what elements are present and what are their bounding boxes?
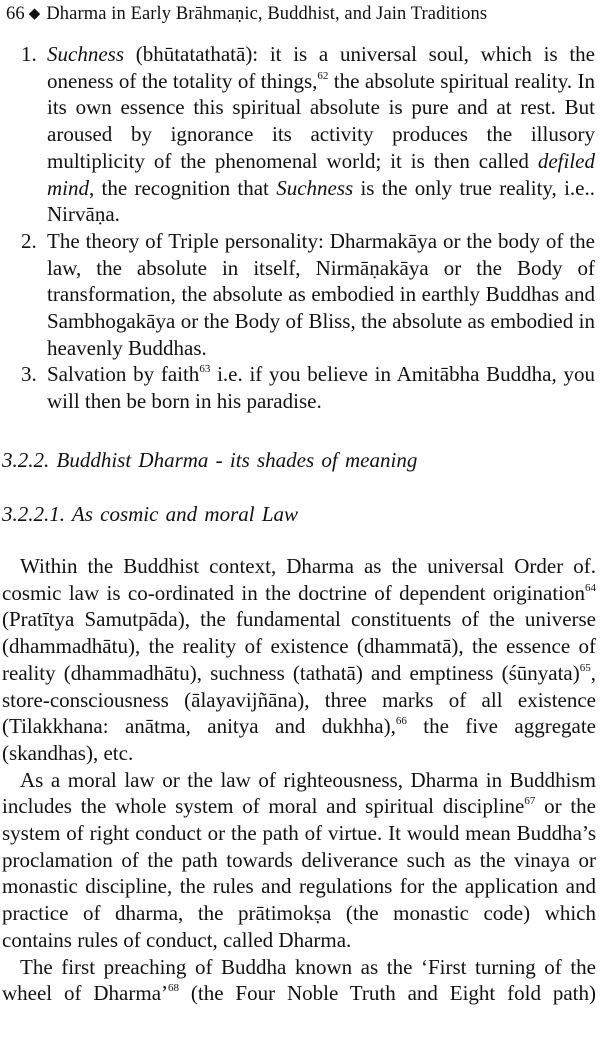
list-number: 3. xyxy=(21,362,37,387)
text-segment: As a moral law or the law of righteousness, Dharma in Buddhism includes the whole system of moral and spiritual discipline xyxy=(2,767,596,819)
text-segment: (the Four Noble Truth and Eight fold path) xyxy=(179,981,596,1006)
text-segment: or the system of right conduct or the path of virtue. It would mean Buddha’s proclamation of the path towards deliverance such as the vinaya or monastic discipline, the rules and regulations for the application and practice of dharma, the prātimokṣa (the monastic code) which contains rules of conduct, called Dharma. xyxy=(2,794,596,952)
footnote-ref: 68 xyxy=(168,982,180,995)
list-text xyxy=(47,41,595,228)
list-item xyxy=(21,41,595,228)
footnote-ref: 62 xyxy=(317,69,329,82)
text-segment: Salvation by faith xyxy=(47,362,200,387)
text-segment: The first preaching of Buddha known as the ‘First turning of the wheel of Dharma’ xyxy=(2,954,596,1006)
text-segment: (Pratītya Samutpāda), the fundamental constituents of the universe (dhammadhātu), the reality of existence (dhammatā), the essence of reality (dhammadhātu), suchness (tathatā) and emptiness (śūnyata) xyxy=(2,607,596,685)
diamond-icon: ◆ xyxy=(28,6,41,22)
text-segment: Within the Buddhist context, Dharma as the universal Order of. cosmic law is co-ordinated in the doctrine of dependent origination xyxy=(2,554,596,605)
section-heading: 3.2.2. Buddhist Dharma - its shades of meaning xyxy=(2,448,418,472)
footnote-ref: 66 xyxy=(395,715,407,728)
running-header xyxy=(6,2,596,26)
paragraph xyxy=(2,553,596,767)
subsection-heading: 3.2.2.1. As cosmic and moral Law xyxy=(2,502,299,526)
term-defiled-mind: defiled mind xyxy=(47,148,595,200)
list-item xyxy=(21,361,595,414)
running-title: Dharma in Early Brāhmaṇic, Buddhist, and Jain Traditions xyxy=(46,4,488,24)
text-segment: is the only true reality, i.e.. Nirvāṇa. xyxy=(47,175,595,227)
page-number: 66 xyxy=(6,4,25,24)
footnote-ref: 64 xyxy=(585,581,596,594)
paragraph xyxy=(2,767,596,954)
text-segment: (bhūtatathatā): it is a universal soul, which is the oneness of the totality of things, xyxy=(47,42,595,93)
paragraph xyxy=(2,954,596,1007)
body-text xyxy=(2,553,596,1007)
numbered-list xyxy=(21,41,595,415)
text-segment: i.e. if you believe in Amitābha Buddha, you will then be born in his paradise. xyxy=(47,362,595,414)
list-number: 2. xyxy=(21,228,37,253)
term-suchness: Suchness xyxy=(276,175,354,200)
list-text xyxy=(47,361,595,414)
footnote-ref: 63 xyxy=(199,363,211,376)
text-segment: , store-consciousness (ālayavijñāna), three marks of all existence (Tilakkhana: anātma, anitya and dukhha), xyxy=(2,660,596,739)
text-segment: the five aggregate (skandhas), etc. xyxy=(2,714,596,765)
list-item xyxy=(21,228,595,362)
term-suchness: Suchness xyxy=(47,42,124,66)
text-segment: , the recognition that xyxy=(89,175,277,200)
footnote-ref: 67 xyxy=(524,795,536,808)
list-text: The theory of Triple personality: Dharmakāya or the body of the law, the absolute in itself, Nirmāṇakāya or the Body of transformation, the absolute as embodied in earthly Buddhas and Sambhogakāya or the Body of Bliss, the absolute as embodied in heavenly Buddhas. xyxy=(47,228,595,360)
text-segment: the absolute spiritual reality. In its own essence this spiritual absolute is pure and at rest. But aroused by ignorance its activity produces the illusory multiplicity of the phenomenal world; it is then called xyxy=(47,68,596,173)
footnote-ref: 65 xyxy=(579,661,591,674)
list-number: 1. xyxy=(21,42,37,66)
